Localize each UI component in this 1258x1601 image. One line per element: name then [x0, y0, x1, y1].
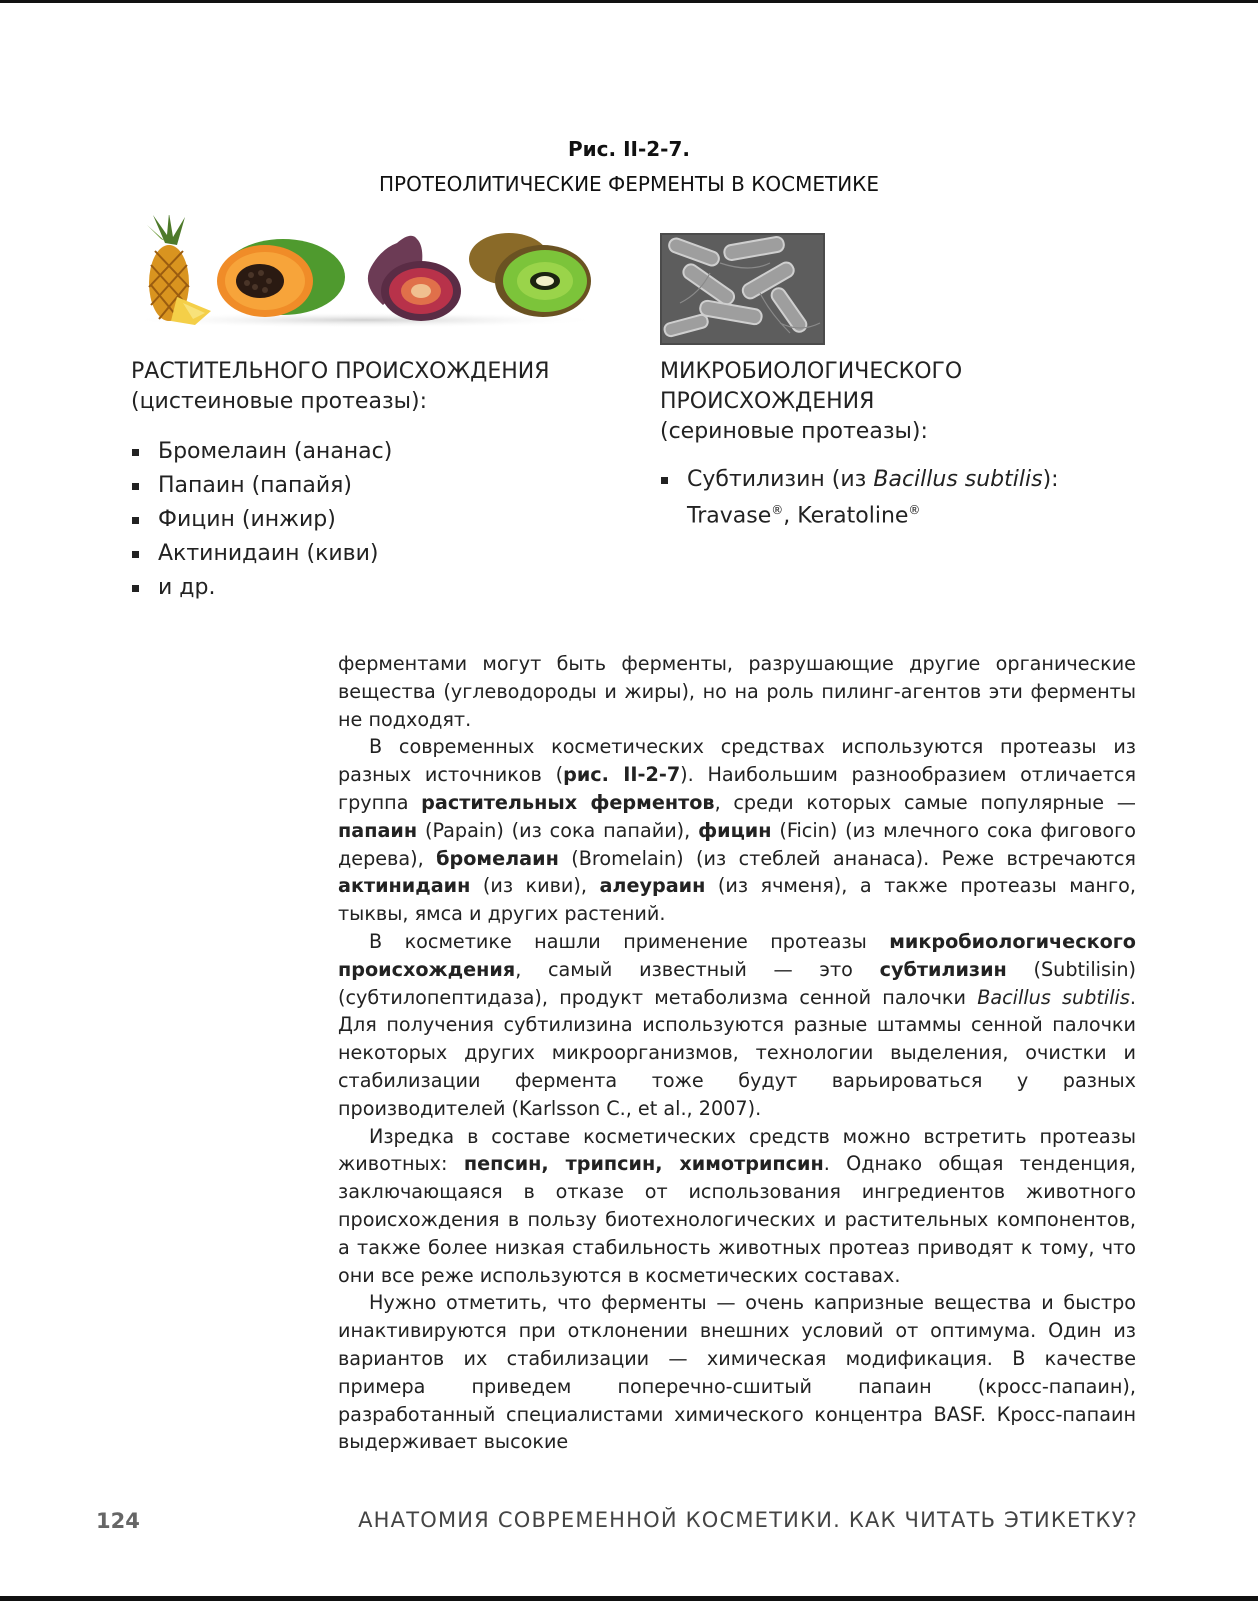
bacteria-micrograph-image — [660, 233, 825, 345]
page-number: 124 — [96, 1509, 140, 1533]
figure-title: ПРОТЕОЛИТИЧЕСКИЕ ФЕРМЕНТЫ В КОСМЕТИКЕ — [378, 172, 880, 196]
kiwi-icon — [469, 233, 591, 317]
list-item: Папаин (папайя) — [131, 469, 611, 503]
brand-keratoline: Keratoline — [797, 503, 909, 529]
figure-number: Рис. II-2-7. — [567, 137, 690, 161]
list-item: Фицин (инжир) — [131, 503, 611, 537]
microbial-enzyme-list — [660, 465, 1160, 531]
papaya-icon — [217, 239, 345, 317]
list-item: Субтилизин (из Bacillus subtilis): Travase®, Keratoline® — [660, 465, 1160, 531]
list-item: Бромелаин (ананас) — [131, 435, 611, 469]
paragraph: ферментами могут быть ферменты, разрушающие другие органические вещества (углеводороды и жиры), но на роль пилинг-агентов эти ферменты не подходят. — [338, 652, 1136, 731]
fig-icon — [368, 236, 461, 321]
plant-origin-block — [131, 357, 611, 605]
microbial-origin-block — [660, 357, 1160, 531]
bottom-border — [0, 1596, 1258, 1601]
microbial-heading-line1: МИКРОБИОЛОГИЧЕСКОГО ПРОИСХОЖДЕНИЯ — [660, 359, 963, 414]
list-item: и др. — [131, 571, 611, 605]
list-item: Актинидаин (киви) — [131, 537, 611, 571]
plant-heading-line2: (цистеиновые протеазы): — [131, 389, 428, 414]
top-border — [0, 0, 1258, 3]
fruits-image — [125, 215, 610, 333]
paragraph: Изредка в составе косметических средств можно встретить протеазы животных: пепсин, трипсин, химотрипсин. Однако общая тенденция, заключающаяся в отказе от использования ингредиентов животного происхождения в пользу биотехнологических и растительных компонентов, а также более низкая стабильность животных протеаз приводят к тому, что они все реже используются в косметических составах. — [338, 1124, 1136, 1287]
running-title: АНАТОМИЯ СОВРЕМЕННОЙ КОСМЕТИКИ. КАК ЧИТАТЬ ЭТИКЕТКУ? — [358, 1508, 1138, 1532]
paragraph: В косметике нашли применение протеазы микробиологического происхождения, самый известный — это субтилизин (Subtilisin) (субтилопептидаза), продукт метаболизма сенной палочки Bacillus subtilis. Для получения субтилизина используются разные штаммы сенной палочки некоторых других микроорганизмов, технологии выделения, очистки и стабилизации фермента тоже будут варьироваться у разных производителей (Karlsson C., et al., 2007). — [338, 929, 1136, 1120]
microbial-heading-line2: (сериновые протеазы): — [660, 419, 928, 444]
plant-heading-line1: РАСТИТЕЛЬНОГО ПРОИСХОЖДЕНИЯ — [131, 359, 550, 384]
paragraph: В современных косметических средствах используются протеазы из разных источников (рис. II-2-7). Наибольшим разнообразием отличается группа растительных ферментов, среди которых самые популярные — папаин (Papain) (из сока папайи), фицин (Ficin) (из млечного сока фигового дерева), бромелаин (Bromelain) (из стеблей ананаса). Реже встречаются актинидаин (из киви), алеураин (из ячменя), а также протеазы манго, тыквы, ямса и других растений. — [338, 735, 1136, 926]
plant-enzyme-list — [131, 435, 611, 605]
pineapple-icon — [147, 215, 211, 325]
paragraph: Нужно отметить, что ферменты — очень капризные вещества и быстро инактивируются при отклонении внешних условий от оптимума. Один из вариантов их стабилизации — химическая модификация. В качестве примера приведем поперечно-сшитый папаин (кросс-папаин), разработанный специалистами химического концентра BASF. Кросс-папаин выдерживает высокие — [338, 1291, 1136, 1454]
body-text — [338, 650, 1136, 1456]
brand-travase: Travase — [687, 503, 772, 529]
